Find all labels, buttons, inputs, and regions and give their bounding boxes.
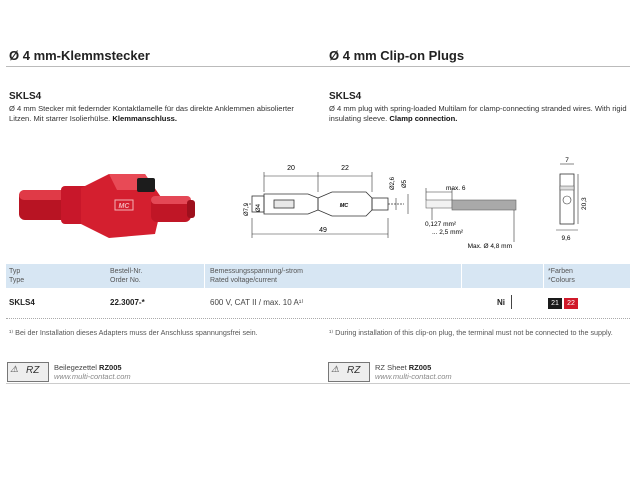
- plug-logo-text: MC: [118, 203, 130, 210]
- rz-icon: [7, 362, 49, 382]
- description-de-text: Ø 4 mm Stecker mit federnder Kontaktlamelle für das direkte Anklemmen abisolierter Litzen. Mit starrer Isolierhülse.: [9, 104, 294, 123]
- header-rating: [210, 267, 303, 285]
- description-en-bold: Clamp connection.: [389, 114, 458, 123]
- colour-swatch-black: 21: [548, 298, 562, 309]
- rz-de-prefix: Beilegezettel: [54, 363, 100, 372]
- title-de: Ø 4 mm-Klemmstecker: [9, 48, 150, 63]
- footnote-de: ¹⁾ Bei der Installation dieses Adapters muss der Anschluss spannungsfrei sein.: [9, 328, 258, 337]
- strip-length-label: max. 6: [446, 185, 466, 192]
- rz-reference-de: [54, 363, 131, 381]
- header-divider: [543, 264, 544, 288]
- header-colours: [548, 267, 575, 285]
- row-order-number: 22.3007-*: [110, 298, 145, 307]
- side-96-label: 9,6: [561, 235, 571, 242]
- row-divider: [511, 295, 512, 309]
- bottom-divider: [6, 383, 630, 384]
- description-de-bold: Klemmanschluss.: [112, 114, 177, 123]
- product-code-de: SKLS4: [9, 91, 42, 102]
- dimension-drawing: [238, 158, 418, 250]
- description-en-text: Ø 4 mm plug with spring-loaded Multilam for clamp-connecting stranded wires. With rigid insulating sleeve.: [329, 104, 627, 123]
- rz-en-prefix: RZ Sheet: [375, 363, 409, 372]
- header-order-en: Order No.: [110, 277, 141, 284]
- dia-79-label: Ø7,9: [244, 202, 250, 216]
- row-type: SKLS4: [9, 298, 35, 307]
- rz-icon-label: RZ: [347, 365, 361, 376]
- description-en: [329, 104, 629, 124]
- header-order-de: Bestell-Nr.: [110, 268, 143, 275]
- colour-swatch-red: 22: [564, 298, 578, 309]
- rz-icon-label: RZ: [26, 365, 40, 376]
- description-de: [9, 104, 309, 124]
- drawing-logo-text: MC: [339, 203, 349, 209]
- rz-de-url[interactable]: www.multi-contact.com: [54, 372, 131, 381]
- dim-49-label: 49: [319, 227, 327, 234]
- product-code-en: SKLS4: [329, 91, 362, 102]
- wire-min-label: 0,127 mm²: [425, 221, 457, 228]
- rz-reference-en: [375, 363, 452, 381]
- row-separator: [6, 318, 630, 319]
- warning-icon: ⚠: [331, 364, 340, 374]
- rz-en-code: RZ005: [408, 363, 432, 372]
- rz-de-code: RZ005: [99, 363, 122, 372]
- rz-icon: [328, 362, 370, 382]
- side-203-label: 20,3: [581, 197, 588, 210]
- footnote-en: ¹⁾ During installation of this clip-on plug, the terminal must not be connected to the supply.: [329, 328, 613, 337]
- dia-5-label: Ø5: [402, 179, 408, 188]
- header-type-de: Typ: [9, 268, 21, 275]
- wire-drawing: [420, 180, 522, 252]
- row-material: Ni: [497, 298, 505, 307]
- row-rating: 600 V, CAT II / max. 10 A¹⁾: [210, 298, 304, 307]
- header-rating-de: Bemessungsspannung/-strom: [210, 268, 303, 275]
- dim-22-label: 22: [341, 165, 349, 172]
- header-order: [110, 267, 142, 285]
- side-view-drawing: [540, 156, 590, 246]
- header-divider: [461, 264, 462, 288]
- spec-table-header: [6, 264, 630, 288]
- side-7-label: 7: [565, 157, 569, 164]
- dia-26-label: Ø2,6: [390, 176, 396, 190]
- header-divider: [204, 264, 205, 288]
- title-divider: [6, 66, 630, 67]
- header-colour-en: *Colours: [548, 277, 575, 284]
- dim-20-label: 20: [287, 165, 295, 172]
- header-rating-en: Rated voltage/current: [210, 277, 277, 284]
- header-type: [9, 267, 24, 285]
- rz-en-url[interactable]: www.multi-contact.com: [375, 372, 452, 381]
- header-colour-de: *Farben: [548, 268, 573, 275]
- warning-icon: ⚠: [10, 364, 19, 374]
- product-image: [5, 160, 210, 250]
- wire-max-label: ... 2,5 mm²: [432, 229, 464, 236]
- dia-4-label: Ø4: [256, 203, 262, 212]
- wire-dia-label: Max. Ø 4,8 mm: [467, 243, 512, 250]
- header-type-en: Type: [9, 277, 25, 284]
- title-en: Ø 4 mm Clip-on Plugs: [329, 48, 465, 63]
